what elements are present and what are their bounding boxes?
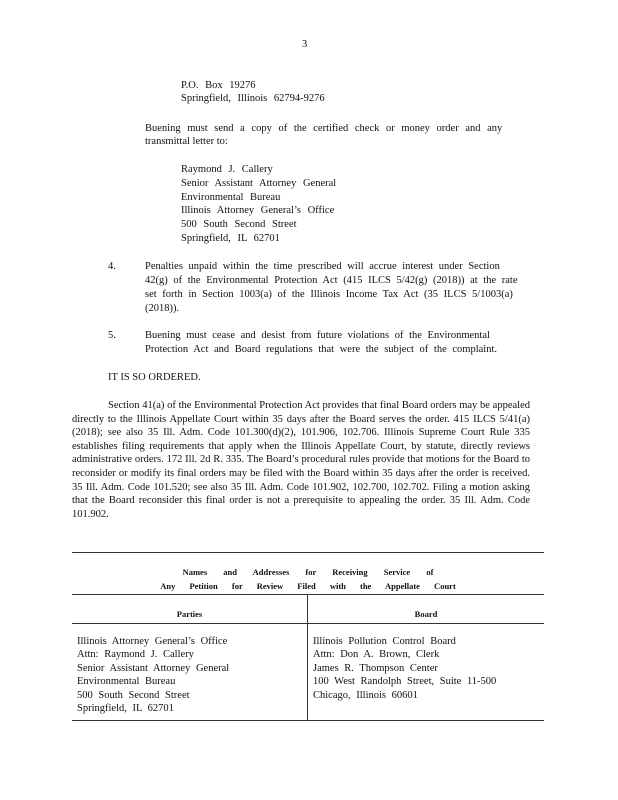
address-line: Springfield, IL 62701 — [77, 703, 174, 715]
address-line: Springfield, IL 62701 — [181, 232, 280, 244]
address-line: Illinois Attorney General’s Office — [181, 205, 335, 217]
item-line: Buening must cease and desist from future violations of the Environmental — [145, 330, 490, 341]
item-line: (2018)). — [145, 303, 180, 314]
item-line: 42(g) of the Environmental Protection Act (415 ILCS 5/42(g) (2018)) at the rate — [145, 275, 518, 286]
table-bottom-rule — [72, 720, 544, 721]
table-top-rule — [72, 552, 544, 553]
address-line: Senior Assistant Attorney General — [181, 177, 337, 189]
table-divider — [307, 594, 308, 720]
address-line: 500 South Second Street — [181, 219, 297, 231]
so-ordered: IT IS SO ORDERED. — [108, 372, 201, 383]
address-line: Environmental Bureau — [181, 191, 281, 203]
address-line: Attn: Raymond J. Callery — [77, 649, 194, 661]
address-line: Chicago, Illinois 60601 — [313, 689, 418, 701]
instruction-line: transmittal letter to: — [145, 136, 228, 147]
address-line: Illinois Pollution Control Board — [313, 636, 456, 647]
table-title-line: Names and Addresses for Receiving Service of — [182, 567, 434, 577]
instruction-line: Buening must send a copy of the certified check or money order and any — [145, 123, 503, 134]
item-number: 5. — [108, 330, 116, 341]
table-column-rule — [72, 623, 544, 624]
address-line: James R. Thompson Center — [313, 662, 438, 674]
address-line: 500 South Second Street — [77, 689, 190, 701]
table-title-line: Any Petition for Review Filed with the Appellate Court — [160, 581, 456, 591]
address-line: Springfield, Illinois 62794-9276 — [181, 93, 325, 104]
parties-header: Parties — [176, 609, 203, 619]
copy-instruction — [145, 122, 502, 148]
page-number: 3 — [302, 39, 308, 50]
parties-address — [77, 635, 229, 715]
address-line: P.O. Box 19276 — [181, 80, 256, 91]
item-4-text — [145, 260, 530, 316]
item-5-text — [145, 329, 497, 357]
item-line: Penalties unpaid within the time prescribed will accrue interest under Section — [145, 261, 500, 272]
item-line: set forth in Section 1003(a) of the Illinois Income Tax Act (35 ILCS 5/1003(a) — [145, 289, 513, 300]
table-header-rule — [72, 594, 544, 595]
board-header: Board — [414, 609, 438, 619]
board-address — [313, 635, 496, 702]
address-line: 100 West Randolph Street, Suite 11-500 — [313, 676, 497, 688]
address-line: Senior Assistant Attorney General — [77, 662, 230, 674]
address-line: Attn: Don A. Brown, Clerk — [313, 649, 440, 661]
address-line: Environmental Bureau — [77, 676, 176, 688]
address-line: Raymond J. Callery — [181, 164, 273, 175]
appeal-rights-paragraph: Section 41(a) of the Environmental Protection Act provides that final Board orders may be appealed directly to the Illinois Appellate Court within 35 days after the Board serves the order. 415 ILCS 5/41(a) (2018); see also 35 Ill. Adm. Code 101.300(d)(2), 101.906, 102.706. Illinois Supreme Court Rule 335 establishes filing requirements that apply when the Illinois Appellate Court, by statute, directly reviews administrative orders. 172 Ill. 2d R. 335. The Board’s procedural rules provide that motions for the Board to reconsider or modify its final orders may be filed with the Board within 35 days after the order is received. 35 Ill. Adm. Code 101.520; see also 35 Ill. Adm. Code 101.902, 102.700, 102.702. Filing a motion asking that the Board reconsider this final order is not a prerequisite to appealing the order. 35 Ill. Adm. Code 101.902. — [72, 400, 530, 520]
item-line: Protection Act and Board regulations that were the subject of the complaint. — [145, 344, 497, 355]
item-number: 4. — [108, 261, 116, 272]
callery-address — [181, 163, 336, 246]
payment-address — [181, 79, 325, 105]
address-line: Illinois Attorney General’s Office — [77, 636, 228, 647]
